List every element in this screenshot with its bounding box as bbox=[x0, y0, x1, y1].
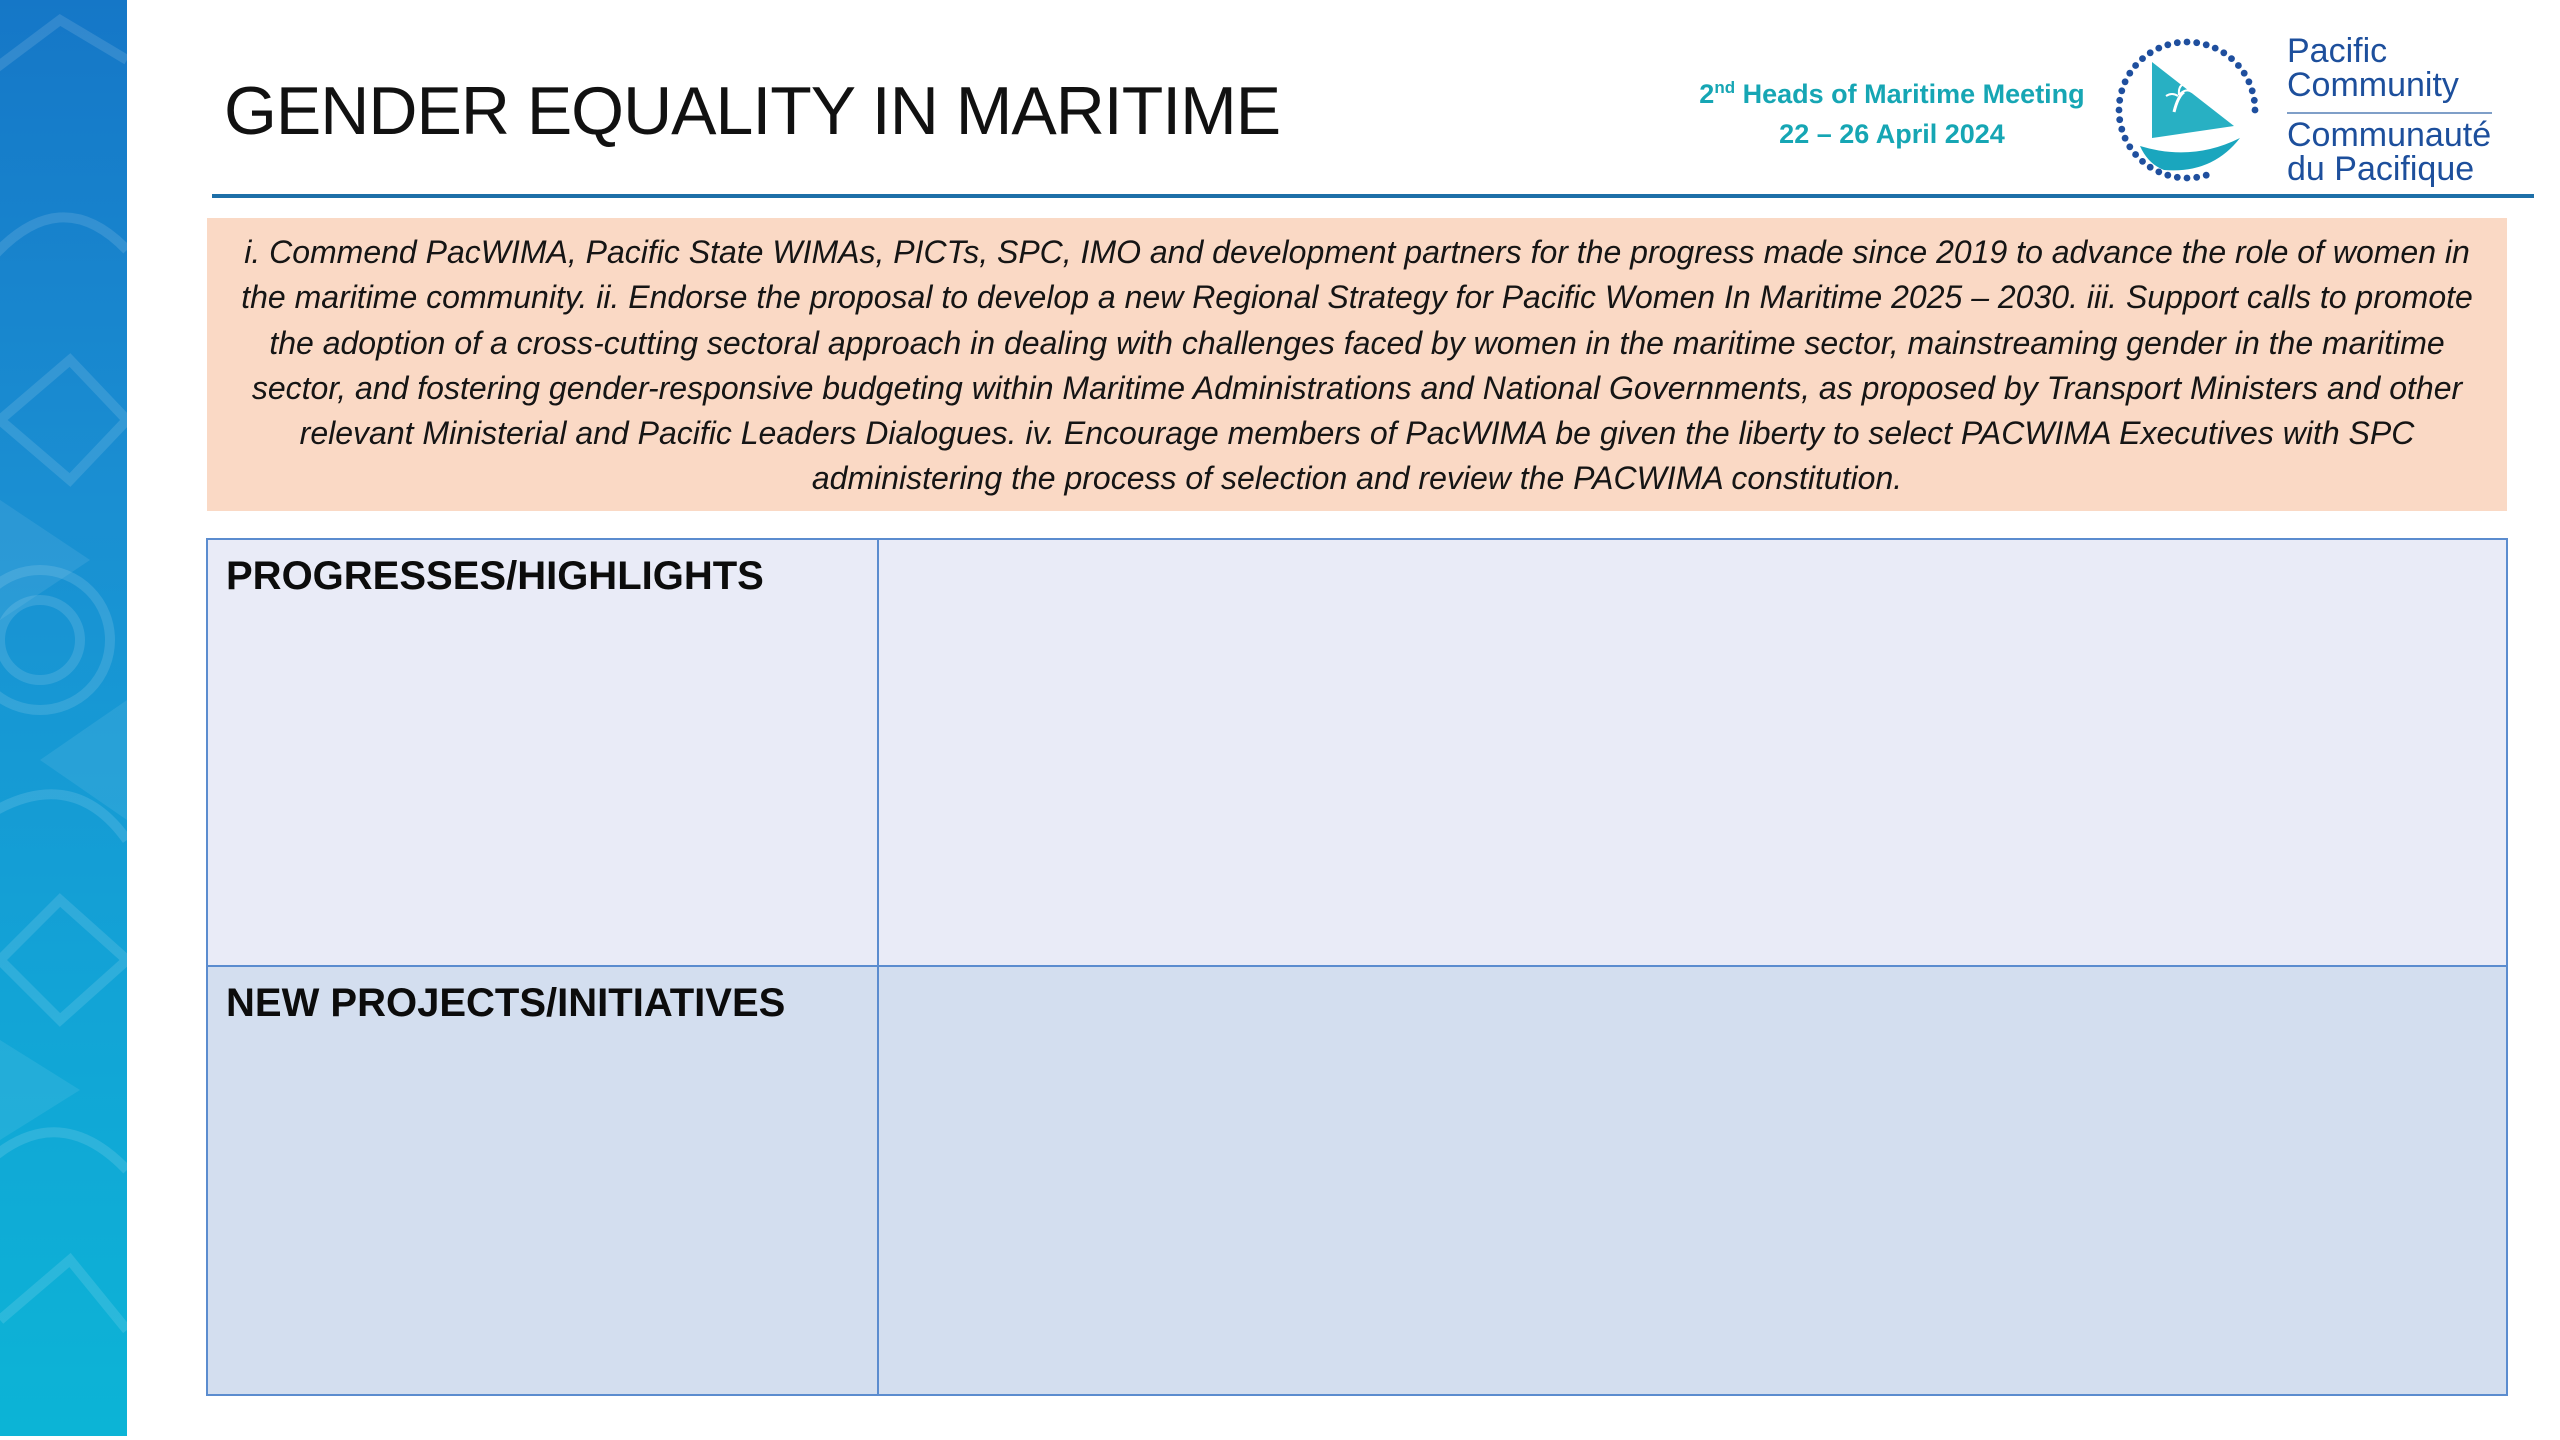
org-name-en-line1: Pacific bbox=[2287, 32, 2388, 70]
organisation-name bbox=[2287, 34, 2492, 186]
progress-table bbox=[206, 538, 2508, 1396]
table-row-content-cell bbox=[879, 540, 2506, 967]
meeting-ordinal: 2 bbox=[1699, 79, 1715, 109]
table-row-label-cell bbox=[208, 540, 879, 967]
pacific-pattern-icon bbox=[0, 0, 127, 1436]
row-label-progresses: PROGRESSES/HIGHLIGHTS bbox=[226, 554, 764, 598]
table-row-content-cell bbox=[879, 967, 2506, 1394]
pacific-community-logo-icon bbox=[2112, 34, 2262, 186]
meeting-dates: 22 – 26 April 2024 bbox=[1779, 119, 2005, 149]
meeting-name-text: Heads of Maritime Meeting bbox=[1735, 79, 2085, 109]
org-name-divider bbox=[2287, 112, 2492, 114]
meeting-info bbox=[1672, 68, 2112, 154]
title-divider bbox=[212, 194, 2534, 198]
org-name-en-line2: Community bbox=[2287, 66, 2459, 104]
decision-text-box: i. Commend PacWIMA, Pacific State WIMAs, PICTs, SPC, IMO and development partners for the progress made since 2019 to advance the role of women in the maritime community. ii. Endorse the proposal to develop a new Regional Strategy for Pacific Women In Maritime 2025 – 2030. iii. Support calls to promote the adoption of a cross-cutting sectoral approach in dealing with challenges faced by women in the maritime sector, mainstreaming gender in the maritime sector, and fostering gender-responsive budgeting within Maritime Administrations and National Governments, as proposed by Transport Ministers and other relevant Ministerial and Pacific Leaders Dialogues. iv. Encourage members of PacWIMA be given the liberty to select PACWIMA Executives with SPC administering the process of selection and review the PACWIMA constitution. bbox=[207, 218, 2507, 511]
decorative-side-band bbox=[0, 0, 127, 1436]
meeting-name bbox=[1672, 68, 2112, 114]
table-row-label-cell bbox=[208, 967, 879, 1394]
org-name-fr-line1: Communauté bbox=[2287, 116, 2492, 154]
org-name-fr-line2: du Pacifique bbox=[2287, 150, 2475, 188]
meeting-ordinal-suffix: nd bbox=[1714, 78, 1736, 97]
page-title: GENDER EQUALITY IN MARITIME bbox=[224, 73, 1281, 149]
row-label-new-projects: NEW PROJECTS/INITIATIVES bbox=[226, 981, 786, 1025]
